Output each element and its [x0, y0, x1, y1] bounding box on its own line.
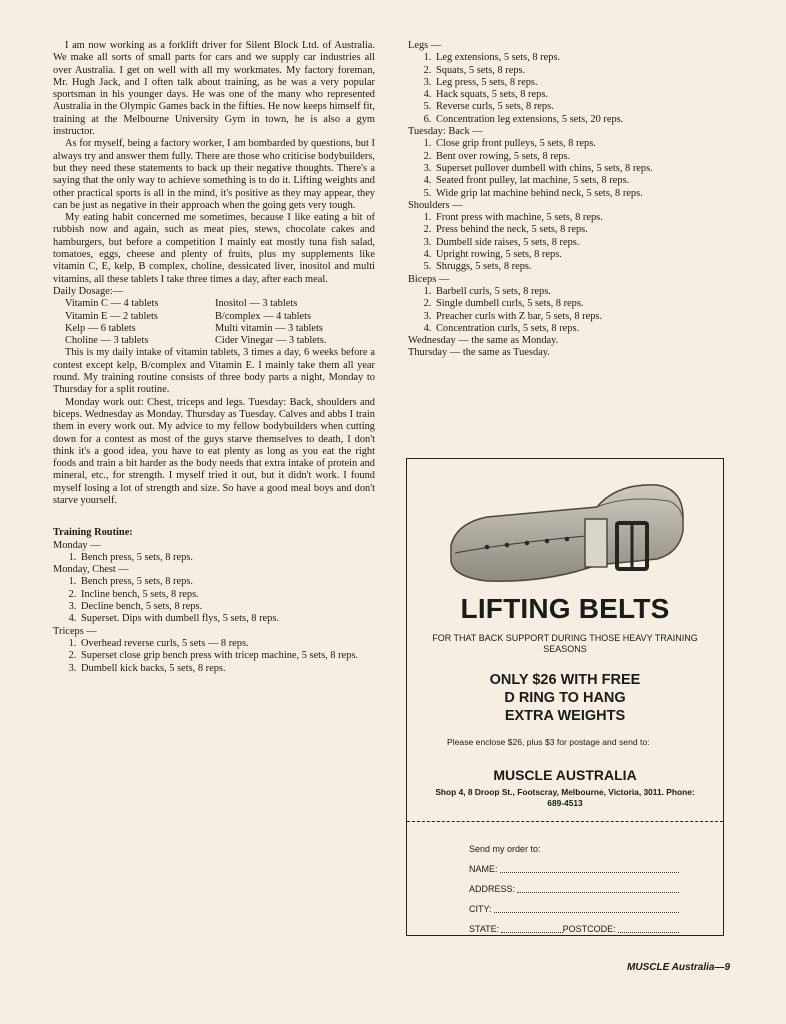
routine-item: 2. Squats, 5 sets, 8 reps. [434, 65, 733, 77]
routine-list [53, 552, 375, 564]
city-field[interactable] [469, 899, 679, 919]
routine-section-title: Monday — [53, 539, 101, 551]
routine-item: 4. Concentration curls, 5 sets, 8 reps. [434, 323, 733, 335]
dotted-line [517, 879, 679, 893]
dosage-table [53, 298, 375, 347]
routine-item: 2. Press behind the neck, 5 sets, 8 reps. [434, 224, 733, 236]
dotted-line [501, 919, 562, 933]
routine-item: 5. Reverse curls, 5 sets, 8 reps. [434, 101, 733, 113]
thursday-note: Thursday — the same as Tuesday. [408, 347, 550, 359]
routine-section-title: Biceps — [408, 273, 450, 285]
routine-item: 1. Overhead reverse curls, 5 sets — 8 reps. [79, 638, 375, 650]
routine-item: 1. Bench press, 5 sets, 8 reps. [79, 552, 375, 564]
dosage-item: Choline — 3 tablets [65, 335, 149, 347]
dosage-item: Cider Vinegar — 3 tablets. [215, 335, 327, 347]
article-paragraph: I am now working as a forklift driver for Silent Block Ltd. of Australia. We make all sorts of small parts for cars and we supply car industries all over Australia. I get on well with all my workmates. My factory foreman, Mr. Hugh Jack, and I often talk about training, as he was a very popular sportsman in his younger days. He was one of the many who represented Australia in the Olympic Games back in the fifties. He now keeps himself fit, training at the Melbourne University Gym in town, he is also a gym instructor. [53, 40, 375, 138]
routine-item: 3. Decline bench, 5 sets, 8 reps. [79, 601, 375, 613]
article-paragraph: This is my daily intake of vitamin tablets, 3 times a day, 6 weeks before a contest except kelp, B/complex and Vitamin E. I mainly take them all year round. My training routine consists of three body parts a night, Monday to Thursday for a split routine. [53, 347, 375, 396]
routine-item: 4. Upright rowing, 5 sets, 8 reps. [434, 249, 733, 261]
routine-item: 2. Superset close grip bench press with tricep machine, 5 sets, 8 reps. [79, 650, 375, 662]
routine-item: 3. Dumbell side raises, 5 sets, 8 reps. [434, 237, 733, 249]
dotted-line [618, 919, 679, 933]
routine-item: 5. Wide grip lat machine behind neck, 5 sets, 8 reps. [434, 188, 733, 200]
routine-list [408, 212, 733, 273]
routine-item: 1. Close grip front pulleys, 5 sets, 8 reps. [434, 138, 733, 150]
ad-company-name: MUSCLE AUSTRALIA [493, 767, 637, 783]
routine-list [408, 138, 733, 199]
dotted-line [500, 859, 679, 873]
routine-list [408, 286, 733, 335]
postcode-label: POSTCODE: [562, 924, 616, 934]
offer-line: EXTRA WEIGHTS [504, 708, 626, 724]
routine-section-title: Triceps — [53, 625, 97, 637]
ad-enclose-text: Please enclose $26, plus $3 for postage and send to: [447, 737, 650, 747]
ad-offer [407, 671, 723, 725]
name-field[interactable] [469, 859, 679, 879]
page-footer: MUSCLE Australia—9 [627, 962, 730, 973]
routine-item: 4. Superset. Dips with dumbell flys, 5 sets, 8 reps. [79, 613, 375, 625]
routine-title: Training Routine: [53, 527, 133, 539]
routine-item: 1. Barbell curls, 5 sets, 8 reps. [434, 286, 733, 298]
address-field[interactable] [469, 879, 679, 899]
dosage-item: B/complex — 4 tablets [215, 310, 312, 322]
dotted-line [494, 899, 679, 913]
article-paragraph: As for myself, being a factory worker, I am bombarded by questions, but I always try and answer them fully. There are those who criticise bodybuilders, but they need these statements to back up their negative thoughts. There's a saying that the only way to achieve something is to do it. Lifting weights and other practical sports is all in the mind, it's positive as they may appear, they can be just as negative in their approach when the going gets very tough. [53, 138, 376, 211]
name-label: NAME: [469, 864, 498, 874]
routine-list [53, 576, 375, 625]
state-postcode-field[interactable] [469, 919, 679, 939]
ad-subheadline: FOR THAT BACK SUPPORT DURING THOSE HEAVY TRAINING SEASONS [432, 633, 698, 654]
routine-section-title: Shoulders — [408, 199, 463, 211]
routine-list [53, 638, 375, 675]
offer-line: D RING TO HANG [504, 690, 626, 706]
order-form-title: Send my order to: [469, 844, 541, 854]
dosage-item: Inositol — 3 tablets [215, 298, 298, 310]
right-column [408, 40, 733, 360]
routine-item: 3. Preacher curls with Z bar, 5 sets, 8 reps. [434, 311, 733, 323]
routine-section-title: Monday, Chest — [53, 564, 129, 576]
lifting-belts-ad [406, 458, 724, 936]
routine-item: 1. Leg extensions, 5 sets, 8 reps. [434, 52, 733, 64]
ad-headline: LIFTING BELTS [460, 593, 670, 624]
article-paragraph: My eating habit concerned me sometimes, because I like eating a bit of rubbish now and again, such as meat pies, stews, chocolate cakes and hamburgers, but before a competition I mainly eat mostly tuna fish salad, tomatoes, eggs, cheese and plenty of fruits, plus my supplements like vitamin C, E, kelp, B complex, choline, dessicated liver, inositol and multi vitamins, all these tablets I take three times a day, after each meal. [53, 212, 375, 285]
wednesday-note: Wednesday — the same as Monday. [408, 335, 559, 347]
dosage-title: Daily Dosage:— [53, 285, 124, 297]
city-label: CITY: [469, 904, 492, 914]
offer-line: ONLY $26 WITH FREE [489, 672, 641, 688]
routine-item: 3. Dumbell kick backs, 5 sets, 8 reps. [79, 663, 375, 675]
routine-item: 2. Bent over rowing, 5 sets, 8 reps. [434, 151, 733, 163]
routine-item: 5. Shruggs, 5 sets, 8 reps. [434, 261, 733, 273]
routine-list [408, 52, 733, 126]
dosage-item: Vitamin C — 4 tablets [65, 298, 159, 310]
address-label: ADDRESS: [469, 884, 516, 894]
left-column [53, 40, 375, 675]
routine-item: 4. Seated front pulley, lat machine, 5 sets, 8 reps. [434, 175, 733, 187]
routine-item: 2. Single dumbell curls, 5 sets, 8 reps. [434, 298, 733, 310]
order-form [469, 839, 679, 939]
dosage-item: Kelp — 6 tablets [65, 322, 136, 334]
routine-item: 4. Hack squats, 5 sets, 8 reps. [434, 89, 733, 101]
routine-item: 3. Leg press, 5 sets, 8 reps. [434, 77, 733, 89]
routine-item: 1. Front press with machine, 5 sets, 8 reps. [434, 212, 733, 224]
dosage-item: Vitamin E — 2 tablets [65, 310, 158, 322]
article-paragraph: Monday work out: Chest, triceps and legs. Tuesday: Back, shoulders and biceps. Wednesday as Monday. Thursday as Tuesday. Calves and abbs I train them in every work out. My advice to my fellow bodybuilders when cutting down for a contest as most of the guys starve themselves to death, I don't think it's a good idea, you have to eat plenty as long as you eat the right foods and train a bit harder as the body needs that extra intake of protein and mineral, etc., for strength. I myself tried it out, but it didn't work. I found myself losing a lot of strength and size. So have a good meal boys and don't starve yourself. [53, 396, 375, 506]
state-label: STATE: [469, 924, 500, 934]
routine-item: 6. Concentration leg extensions, 5 sets, 20 reps. [434, 114, 733, 126]
lifting-belt-photo [447, 473, 687, 591]
cut-line [407, 821, 723, 822]
routine-section-title: Legs — [408, 40, 442, 51]
routine-section-title: Tuesday: Back — [408, 126, 483, 138]
routine-item: 3. Superset pullover dumbell with chins, 5 sets, 8 reps. [434, 163, 733, 175]
routine-item: 2. Incline bench, 5 sets, 8 reps. [79, 589, 375, 601]
ad-company-address: Shop 4, 8 Droop St., Footscray, Melbourne, Victoria, 3011. Phone: 689-4513 [435, 787, 695, 808]
routine-item: 1. Bench press, 5 sets, 8 reps. [79, 576, 375, 588]
dosage-item: Multi vitamin — 3 tablets [215, 322, 323, 334]
